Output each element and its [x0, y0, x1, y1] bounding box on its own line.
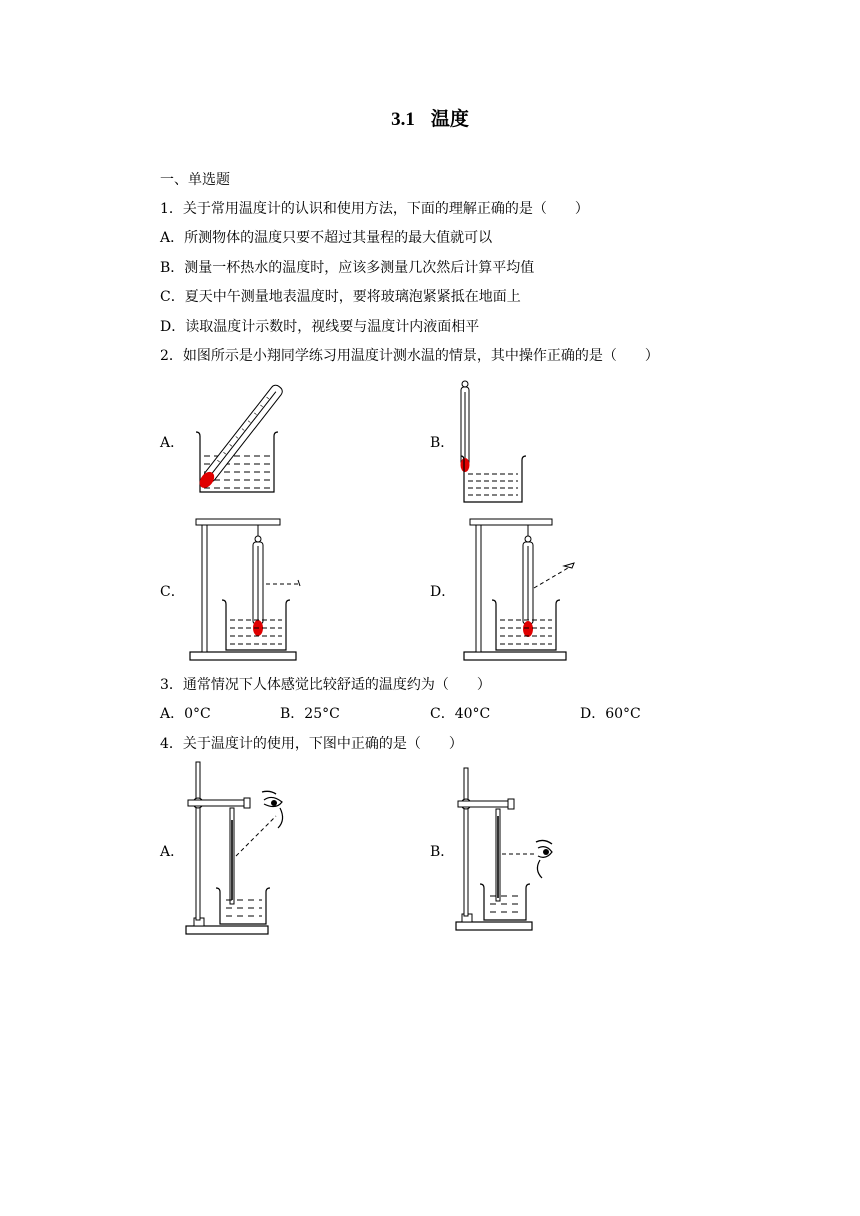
- q1-stem: 1．关于常用温度计的认识和使用方法，下面的理解正确的是（ ）: [160, 201, 589, 217]
- q2-figure-d: [462, 516, 582, 666]
- q3-stem: 3．通常情况下人体感觉比较舒适的温度约为（ ）: [160, 677, 491, 693]
- q2-label-b: B．: [430, 435, 455, 451]
- q4-label-a: A．: [160, 844, 185, 860]
- q4-figure-b: [454, 766, 564, 936]
- q2-stem: 2．如图所示是小翔同学练习用温度计测水温的情景，其中操作正确的是（ ）: [160, 348, 659, 364]
- q1-option-c: C．夏天中午测量地表温度时，要将玻璃泡紧紧抵在地面上: [160, 289, 521, 305]
- q3-option-b: B．25°C: [280, 706, 340, 722]
- q2-figure-c: [188, 516, 308, 666]
- section-heading: 一、单选题: [160, 172, 230, 188]
- q2-figure-b: [460, 378, 530, 508]
- q1-option-a: A．所测物体的温度只要不超过其量程的最大值就可以: [160, 230, 493, 246]
- q2-figure-a: [190, 380, 290, 500]
- title-number: 3.1: [391, 109, 415, 130]
- q3-option-c: C．40°C: [430, 706, 491, 722]
- q2-label-d: D．: [430, 584, 456, 600]
- q3-option-d: D．60°C: [580, 706, 641, 722]
- q1-option-b: B．测量一杯热水的温度时，应该多测量几次然后计算平均值: [160, 260, 535, 276]
- q2-label-c: C．: [160, 584, 185, 600]
- q4-stem: 4．关于温度计的使用，下图中正确的是（ ）: [160, 736, 463, 752]
- q4-label-b: B．: [430, 844, 455, 860]
- q2-label-a: A．: [160, 435, 185, 451]
- q3-option-a: A．0°C: [160, 706, 211, 722]
- title-text: 温度: [430, 108, 469, 130]
- q4-figure-a: [184, 760, 294, 940]
- q1-option-d: D．读取温度计示数时，视线要与温度计内液面相平: [160, 319, 480, 335]
- page-title: [0, 104, 860, 131]
